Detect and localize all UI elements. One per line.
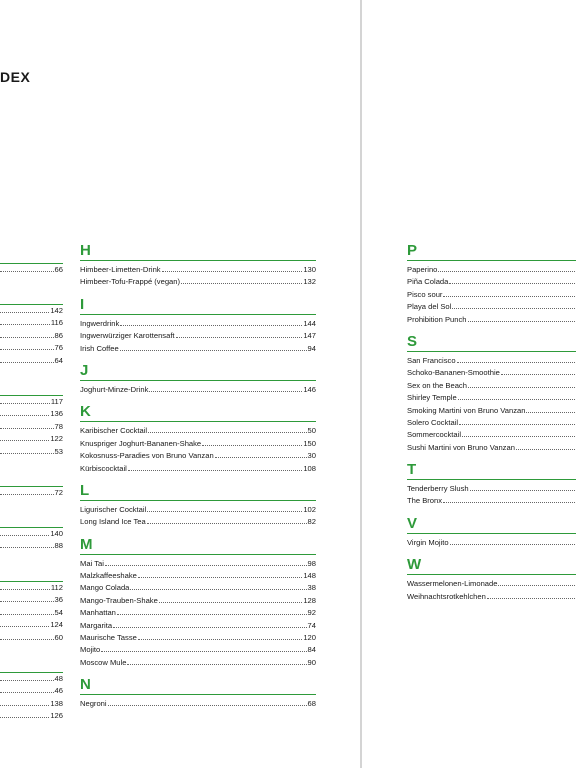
index-entry[interactable] bbox=[0, 446, 63, 458]
index-entry[interactable] bbox=[80, 264, 316, 276]
index-entry[interactable] bbox=[407, 264, 576, 276]
leader-dots bbox=[462, 429, 575, 437]
index-entry[interactable] bbox=[0, 685, 63, 697]
entry-name: Wassermelonen-Limonade bbox=[407, 579, 498, 589]
index-column-middle bbox=[80, 241, 316, 717]
entry-page-number: 108 bbox=[303, 463, 316, 473]
leader-dots bbox=[470, 483, 575, 491]
index-letter-group-fragment bbox=[0, 672, 63, 723]
leader-dots bbox=[0, 342, 54, 350]
leader-dots bbox=[0, 528, 49, 536]
index-entry[interactable] bbox=[80, 425, 316, 437]
leader-dots bbox=[127, 657, 306, 665]
entry-page-number: 88 bbox=[54, 541, 63, 551]
index-entry[interactable] bbox=[80, 330, 316, 342]
leader-dots bbox=[443, 495, 575, 503]
leader-dots bbox=[0, 317, 50, 325]
index-entry[interactable] bbox=[0, 317, 63, 329]
entry-page-number: 146 bbox=[303, 384, 316, 394]
leader-dots bbox=[0, 264, 54, 272]
index-entry[interactable] bbox=[80, 384, 316, 396]
index-entry[interactable] bbox=[407, 429, 576, 441]
leader-dots bbox=[0, 540, 54, 548]
index-letter-heading: M bbox=[80, 535, 93, 553]
leader-dots bbox=[215, 450, 307, 458]
entry-name: Long Island Ice Tea bbox=[80, 517, 146, 527]
entry-page-number: 66 bbox=[54, 265, 63, 274]
leader-dots bbox=[0, 396, 50, 404]
entry-name: Ingwerdrink bbox=[80, 318, 120, 328]
entry-name: Himbeer-Tofu-Frappé (vegan) bbox=[80, 277, 181, 287]
entry-name: Joghurt-Minze-Drink bbox=[80, 384, 149, 394]
letter-divider bbox=[80, 500, 316, 501]
entry-name: Ligurischer Cocktail bbox=[80, 504, 147, 514]
entry-page-number: 54 bbox=[54, 607, 63, 617]
leader-dots bbox=[468, 380, 575, 388]
letter-divider bbox=[80, 380, 316, 381]
leader-dots bbox=[0, 330, 54, 338]
entry-page-number: 68 bbox=[307, 699, 316, 709]
entry-page-number: 38 bbox=[307, 583, 316, 593]
leader-dots bbox=[501, 367, 575, 375]
entry-name: Manhattan bbox=[80, 608, 116, 618]
index-entry[interactable] bbox=[80, 595, 316, 607]
letter-divider bbox=[80, 694, 316, 695]
leader-dots bbox=[202, 438, 302, 446]
entry-name: Negroni bbox=[80, 699, 107, 709]
leader-dots bbox=[120, 318, 302, 326]
index-entry[interactable] bbox=[0, 582, 63, 594]
letter-divider bbox=[80, 314, 316, 315]
leader-dots bbox=[452, 301, 575, 309]
entry-name: Kokosnuss-Paradies von Bruno Vanzan bbox=[80, 451, 214, 461]
index-letter-group bbox=[407, 555, 576, 603]
index-entry[interactable] bbox=[80, 644, 316, 656]
index-entry[interactable] bbox=[80, 632, 316, 644]
entry-page-number: 148 bbox=[303, 571, 316, 581]
leader-dots bbox=[149, 384, 302, 392]
index-title: DEX bbox=[0, 69, 31, 85]
index-entry[interactable] bbox=[80, 343, 316, 355]
entry-page-number: 82 bbox=[307, 517, 316, 527]
entry-name: Malzkaffeeshake bbox=[80, 571, 137, 581]
index-entry[interactable] bbox=[407, 276, 576, 288]
leader-dots bbox=[147, 516, 307, 524]
leader-dots bbox=[468, 314, 575, 322]
entry-page-number: 144 bbox=[303, 318, 316, 328]
entry-page-number: 116 bbox=[50, 318, 63, 328]
index-entry[interactable] bbox=[80, 558, 316, 570]
index-entry[interactable] bbox=[407, 380, 576, 392]
entry-page-number: 126 bbox=[50, 711, 63, 721]
leader-dots bbox=[0, 632, 54, 640]
index-entry[interactable] bbox=[80, 504, 316, 516]
leader-dots bbox=[120, 343, 307, 351]
index-column-right bbox=[407, 241, 576, 609]
index-letter-group-fragment bbox=[0, 263, 63, 276]
entry-name: Himbeer-Limetten-Drink bbox=[80, 265, 161, 274]
letter-divider bbox=[407, 574, 576, 575]
leader-dots bbox=[443, 289, 575, 297]
index-letter-group-fragment bbox=[0, 304, 63, 367]
letter-divider bbox=[407, 533, 576, 534]
index-entry[interactable] bbox=[407, 483, 576, 495]
entry-page-number: 84 bbox=[307, 645, 316, 655]
index-entry[interactable] bbox=[407, 355, 576, 367]
entry-name: Kürbiscocktail bbox=[80, 463, 127, 473]
index-letter-group-fragment bbox=[0, 486, 63, 499]
leader-dots bbox=[130, 582, 306, 590]
entry-name: Knuspriger Joghurt-Bananen-Shake bbox=[80, 438, 202, 448]
entry-name: Maurische Tasse bbox=[80, 633, 137, 643]
letter-divider bbox=[80, 554, 316, 555]
index-entry[interactable] bbox=[0, 305, 63, 317]
leader-dots bbox=[138, 632, 302, 640]
index-letter-heading: J bbox=[80, 361, 89, 379]
entry-name: Prohibition Punch bbox=[407, 314, 467, 324]
letter-divider bbox=[407, 479, 576, 480]
index-letter-heading: L bbox=[80, 481, 90, 499]
leader-dots bbox=[450, 537, 575, 545]
entry-name: Schoko-Bananen-Smoothie bbox=[407, 368, 500, 378]
index-entry[interactable] bbox=[80, 516, 316, 528]
index-letter-group bbox=[407, 514, 576, 549]
entry-page-number: 36 bbox=[54, 595, 63, 605]
entry-name: Ingwerwürziger Karottensaft bbox=[80, 331, 175, 341]
index-entry[interactable] bbox=[407, 289, 576, 301]
index-entry[interactable] bbox=[407, 495, 576, 507]
entry-name: Weihnachtsrotkehlchen bbox=[407, 591, 486, 601]
entry-page-number: 86 bbox=[54, 330, 63, 340]
entry-page-number: 120 bbox=[303, 633, 316, 643]
index-entry[interactable] bbox=[0, 433, 63, 445]
index-entry[interactable] bbox=[80, 438, 316, 450]
index-letter-heading: H bbox=[80, 242, 91, 259]
index-entry[interactable] bbox=[0, 342, 63, 354]
index-entry[interactable] bbox=[80, 620, 316, 632]
index-letter-heading: P bbox=[407, 242, 418, 259]
leader-dots bbox=[458, 392, 575, 400]
index-entry[interactable] bbox=[407, 314, 576, 326]
leader-dots bbox=[159, 595, 303, 603]
entry-name: Mango Colada bbox=[80, 583, 130, 593]
entry-page-number: 92 bbox=[307, 608, 316, 618]
leader-dots bbox=[0, 673, 54, 681]
entry-page-number: 124 bbox=[50, 620, 63, 630]
index-letter-group-fragment bbox=[0, 581, 63, 644]
index-letter-group-fragment bbox=[0, 395, 63, 458]
entry-name: Playa del Sol bbox=[407, 302, 452, 312]
index-entry[interactable] bbox=[407, 417, 576, 429]
entry-name: Tenderberry Slush bbox=[407, 484, 469, 494]
entry-page-number: 147 bbox=[303, 331, 316, 341]
index-entry[interactable] bbox=[80, 570, 316, 582]
leader-dots bbox=[0, 698, 49, 706]
index-letter-group bbox=[80, 535, 316, 670]
entry-page-number: 150 bbox=[303, 438, 316, 448]
entry-name: Mango-Trauben-Shake bbox=[80, 595, 158, 605]
entry-page-number: 132 bbox=[303, 277, 316, 287]
index-letter-group-fragment bbox=[0, 527, 63, 553]
index-entry[interactable] bbox=[407, 537, 576, 549]
entry-page-number: 76 bbox=[54, 343, 63, 353]
entry-page-number: 46 bbox=[54, 686, 63, 696]
index-entry[interactable] bbox=[0, 408, 63, 420]
index-entry[interactable] bbox=[0, 330, 63, 342]
entry-page-number: 53 bbox=[54, 446, 63, 456]
index-entry[interactable] bbox=[0, 264, 63, 276]
leader-dots bbox=[459, 417, 575, 425]
entry-name: Irish Coffee bbox=[80, 343, 119, 353]
entry-name: Sushi Martini von Bruno Vanzan bbox=[407, 442, 515, 452]
entry-name: Moscow Mule bbox=[80, 657, 127, 667]
entry-page-number: 102 bbox=[303, 504, 316, 514]
entry-page-number: 122 bbox=[50, 434, 63, 444]
leader-dots bbox=[0, 710, 49, 718]
entry-page-number: 138 bbox=[50, 698, 63, 708]
entry-name: Sommercocktail bbox=[407, 430, 462, 440]
index-entry[interactable] bbox=[0, 619, 63, 631]
index-letter-group bbox=[80, 481, 316, 529]
index-entry[interactable] bbox=[407, 442, 576, 454]
index-entry[interactable] bbox=[407, 301, 576, 313]
leader-dots bbox=[0, 446, 54, 454]
index-letter-group bbox=[80, 361, 316, 396]
index-entry[interactable] bbox=[80, 657, 316, 669]
entry-page-number: 128 bbox=[303, 595, 316, 605]
leader-dots bbox=[181, 276, 302, 284]
entry-page-number: 112 bbox=[50, 583, 63, 592]
entry-page-number: 94 bbox=[307, 343, 316, 353]
entry-name: Mojito bbox=[80, 645, 101, 655]
index-entry[interactable] bbox=[80, 463, 316, 475]
index-entry[interactable] bbox=[0, 355, 63, 367]
entry-page-number: 130 bbox=[303, 265, 316, 274]
entry-name: Virgin Mojito bbox=[407, 537, 449, 547]
index-letter-heading: N bbox=[80, 676, 91, 694]
entry-name: Solero Cocktail bbox=[407, 417, 459, 427]
entry-name: Karibischer Cocktail bbox=[80, 426, 148, 436]
entry-name: Shirley Temple bbox=[407, 393, 457, 403]
index-entry[interactable] bbox=[0, 594, 63, 606]
entry-name: Margarita bbox=[80, 620, 113, 630]
index-letter-heading: K bbox=[80, 403, 91, 421]
entry-page-number: 48 bbox=[54, 674, 63, 683]
entry-name: Mai Tai bbox=[80, 558, 104, 568]
index-entry[interactable] bbox=[407, 591, 576, 603]
entry-name: Smoking Martini von Bruno Vanzan bbox=[407, 405, 526, 415]
index-entry[interactable] bbox=[80, 450, 316, 462]
leader-dots bbox=[113, 620, 306, 628]
leader-dots bbox=[0, 607, 54, 615]
leader-dots bbox=[162, 264, 303, 272]
leader-dots bbox=[108, 698, 307, 706]
leader-dots bbox=[516, 442, 575, 450]
leader-dots bbox=[0, 619, 49, 627]
leader-dots bbox=[0, 355, 54, 363]
leader-dots bbox=[438, 264, 575, 272]
entry-page-number: 72 bbox=[54, 488, 63, 497]
index-letter-heading: T bbox=[407, 461, 417, 479]
entry-name: Paperino bbox=[407, 265, 438, 274]
letter-divider bbox=[407, 260, 576, 261]
index-letter-group bbox=[80, 402, 316, 475]
index-entry[interactable] bbox=[80, 276, 316, 288]
entry-name: Pisco sour bbox=[407, 289, 443, 299]
index-entry[interactable] bbox=[0, 607, 63, 619]
leader-dots bbox=[487, 591, 575, 599]
leader-dots bbox=[128, 463, 302, 471]
letter-divider bbox=[407, 351, 576, 352]
leader-dots bbox=[0, 582, 50, 590]
index-entry[interactable] bbox=[0, 487, 63, 499]
leader-dots bbox=[0, 594, 54, 602]
index-entry[interactable] bbox=[0, 673, 63, 685]
leader-dots bbox=[498, 578, 575, 586]
index-entry[interactable] bbox=[0, 528, 63, 540]
index-letter-group bbox=[407, 460, 576, 508]
entry-page-number: 30 bbox=[307, 451, 316, 461]
leader-dots bbox=[105, 558, 307, 566]
index-letter-group bbox=[407, 241, 576, 326]
entry-page-number: 117 bbox=[50, 397, 63, 406]
entry-page-number: 60 bbox=[54, 632, 63, 642]
entry-name: The Bronx bbox=[407, 496, 443, 506]
index-letter-group bbox=[80, 295, 316, 355]
leader-dots bbox=[0, 487, 54, 495]
leader-dots bbox=[0, 685, 54, 693]
index-entry[interactable] bbox=[407, 405, 576, 417]
index-letter-heading: I bbox=[80, 295, 85, 313]
index-letter-group bbox=[80, 241, 316, 289]
leader-dots bbox=[147, 504, 302, 512]
leader-dots bbox=[0, 305, 49, 313]
index-letter-heading: S bbox=[407, 332, 418, 350]
leader-dots bbox=[0, 408, 49, 416]
leader-dots bbox=[148, 425, 306, 433]
index-letter-group bbox=[80, 675, 316, 710]
letter-divider bbox=[80, 260, 316, 261]
index-letter-group bbox=[407, 332, 576, 454]
index-entry[interactable] bbox=[80, 582, 316, 594]
index-entry[interactable] bbox=[80, 318, 316, 330]
index-entry[interactable] bbox=[407, 392, 576, 404]
leader-dots bbox=[457, 355, 575, 363]
letter-divider bbox=[80, 421, 316, 422]
entry-name: Sex on the Beach bbox=[407, 380, 467, 390]
index-letter-heading: W bbox=[407, 556, 422, 574]
index-entry[interactable] bbox=[0, 698, 63, 710]
leader-dots bbox=[0, 421, 54, 429]
leader-dots bbox=[176, 330, 303, 338]
index-entry[interactable] bbox=[80, 698, 316, 710]
index-entry[interactable] bbox=[0, 710, 63, 722]
entry-name: Piña Colada bbox=[407, 277, 449, 287]
entry-name: San Francisco bbox=[407, 355, 456, 365]
index-entry[interactable] bbox=[0, 421, 63, 433]
leader-dots bbox=[449, 276, 575, 284]
leader-dots bbox=[138, 570, 302, 578]
entry-page-number: 90 bbox=[307, 657, 316, 667]
index-entry[interactable] bbox=[0, 396, 63, 408]
index-entry[interactable] bbox=[0, 540, 63, 552]
entry-page-number: 64 bbox=[54, 355, 63, 365]
index-letter-heading: V bbox=[407, 514, 418, 532]
entry-page-number: 136 bbox=[50, 409, 63, 419]
entry-page-number: 142 bbox=[50, 306, 63, 315]
leader-dots bbox=[101, 644, 306, 652]
entry-page-number: 50 bbox=[307, 426, 316, 436]
entry-page-number: 140 bbox=[50, 529, 63, 538]
leader-dots bbox=[526, 405, 575, 413]
entry-page-number: 78 bbox=[54, 421, 63, 431]
entry-page-number: 74 bbox=[307, 620, 316, 630]
index-entry[interactable] bbox=[80, 607, 316, 619]
entry-page-number: 98 bbox=[307, 558, 316, 568]
leader-dots bbox=[117, 607, 307, 615]
index-entry[interactable] bbox=[0, 632, 63, 644]
leader-dots bbox=[0, 433, 49, 441]
index-entry[interactable] bbox=[407, 578, 576, 590]
index-entry[interactable] bbox=[407, 367, 576, 379]
